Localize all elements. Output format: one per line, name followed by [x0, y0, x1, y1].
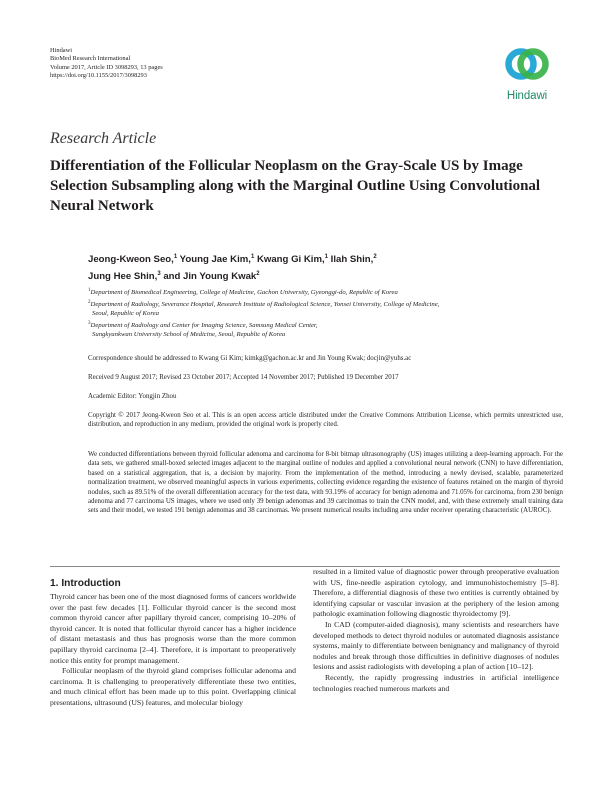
author: Young Jae Kim,$^1$	[179, 254, 255, 266]
copyright-notice: Copyright © 2017 Jeong-Kweon Seo et al. This is an open access article distributed under the Creative Commons Attribution License, which permits unrestricted use, distribution, and reproduction in any medium, provided the original work is properly cited.	[88, 412, 563, 429]
paragraph: Recently, the rapidly progressing industries in artificial intelligence technologies reached numerous markets and	[313, 672, 559, 693]
author: Jung Hee Shin,$^3$	[88, 271, 161, 283]
paragraph: In CAD (computer-aided diagnosis), many scientists and researchers have developed methods to detect thyroid nodules or automated diagnosis assistance systems, mainly to differentiate between benignancy and malignancy of thyroid nodules and break through those difficulties in definitive diagnoses of nodules lesions and assist radiologists with developing a plan of action [10–12].	[313, 619, 559, 672]
affiliations	[88, 286, 558, 340]
journal-volume: Volume 2017, Article ID 3098293, 13 pages	[50, 63, 163, 71]
author: Jeong-Kweon Seo,$^1$	[88, 254, 178, 266]
author: Kwang Gi Kim,$^1$	[256, 254, 328, 266]
journal-doi[interactable]: https://doi.org/10.1155/2017/3098293	[50, 72, 147, 80]
affiliation: $^1$Department of Biomedical Engineering, College of Medicine, Gachon University, Gyeonggi-do, Republic of Korea	[88, 288, 398, 297]
publication-dates: Received 9 August 2017; Revised 23 October 2017; Accepted 14 November 2017; Published 19 December 2017	[88, 374, 399, 381]
author-list	[88, 250, 548, 284]
body-column-left	[50, 592, 296, 709]
affiliation: $^3$Department of Radiology and Center for Imaging Science, Samsung Medical Center, Sungkyunkwan University School of Medicine, Seoul, Republic of Korea	[88, 320, 318, 339]
journal-publisher: Hindawi	[50, 47, 73, 54]
body-column-right	[313, 567, 559, 694]
logo-wordmark: Hindawi	[506, 90, 548, 102]
abstract: We conducted differentiations between thyroid follicular adenoma and carcinoma for 8-bit bitmap ultrasonography (US) images utilizing a deep-learning approach. For the data sets, we gathered small-boxed selected images adjacent to the marginal outline of nodules and applied a convolutional neural network (CNN) to have differentiation, based on a statistical aggregation, that is, a decision by majority. From the implementation of the method, introducing a newly devised, scalable, parameterized normalization treatment, we observed meaningful aspects in various experiments, collecting evidence regarding the existence of features retained on the margin of thyroid nodules, such as 89.51% of the overall differentiation accuracy for the test data, with 93.19% of accuracy for benign adenoma and 71.05% for carcinoma, from 230 benign adenoma and 77 carcinoma US images, where we used only 39 benign adenomas and 39 carcinomas to train the CNN model, and, with these extremely small training data sets and their model, we tested 191 benign adenomas and 38 carcinomas. We present numerical results including area under receiver operating characteristic (AUROC).	[88, 451, 563, 515]
paragraph: Thyroid cancer has been one of the most diagnosed forms of cancers worldwide over the past few decades [1]. Follicular thyroid cancer is the second most common thyroid cancer after papillary thyroid cancer, comprising 10–20% of thyroid cancer. It is noted that follicular thyroid cancer has a higher incidence of distant metastasis and thus has prognosis worse than the more common papillary thyroid carcinoma [2–4]. Therefore, it is important to preoperatively notice this entity for prompt management.	[50, 592, 296, 665]
hindawi-logo-icon	[503, 40, 551, 88]
paper-title: Differentiation of the Follicular Neoplasm on the Gray-Scale US by Image Selection Subsampling along with the Marginal Outline Using Convolutional Neural Network	[50, 158, 541, 214]
author: Ilah Shin,$^2$	[330, 254, 377, 266]
hindawi-logo	[495, 40, 559, 106]
correspondence: Correspondence should be addressed to Kwang Gi Kim; kimkg@gachon.ac.kr and Jin Young Kwak; docjin@yuhs.ac	[88, 355, 412, 362]
academic-editor: Academic Editor: Yongjin Zhou	[88, 393, 177, 400]
paragraph: Follicular neoplasm of the thyroid gland comprises follicular adenoma and carcinoma. It is challenging to preoperatively differentiate these two entities, and much clinical effort has been made up to this point. Overlapping clinical presentations, ultrasound (US) features, and molecular biology	[50, 666, 296, 707]
article-type: Research Article	[50, 130, 157, 147]
journal-info	[50, 47, 163, 81]
affiliation: $^2$Department of Radiology, Severance Hospital, Research Institute of Radiological Science, Yonsei University, College of Medicine, Seoul, Republic of Korea	[88, 299, 440, 318]
journal-name: BioMed Research International	[50, 55, 131, 63]
section-heading-introduction: 1. Introduction	[50, 578, 121, 589]
author: and Jin Young Kwak$^2$	[163, 271, 260, 283]
paragraph: resulted in a limited value of diagnostic power through preoperative evaluation with US, fine-needle aspiration cytology, and immunohistochemistry [5–8]. Therefore, a differential diagnosis of these two entities is currently obtained by identifying capsular or vascular invasion at the periphery of the lesion among pathologic examination following diagnostic thyroidectomy [9].	[313, 567, 559, 619]
